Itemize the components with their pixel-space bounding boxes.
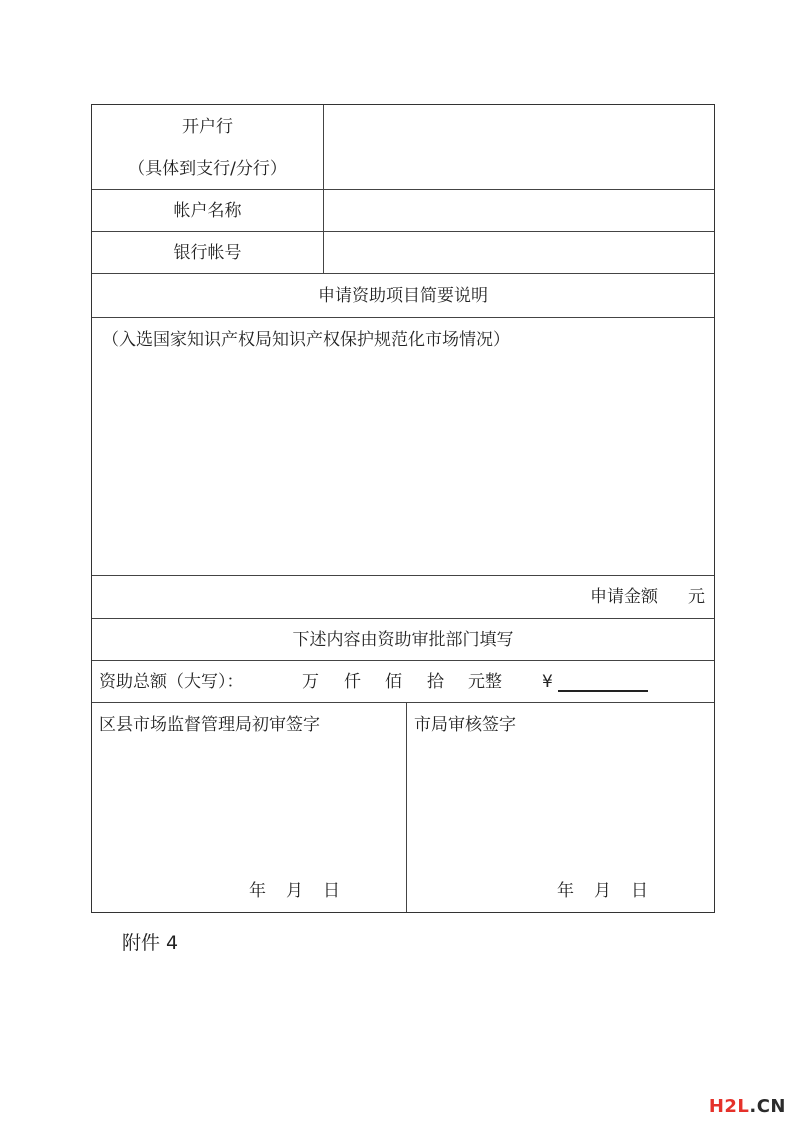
bank-label: 开户行	[182, 117, 233, 137]
approval-section-header: 下述内容由资助审批部门填写	[292, 630, 514, 650]
column-divider	[323, 105, 324, 273]
applied-amount-label: 申请金额	[590, 587, 658, 607]
application-form-table	[91, 104, 715, 913]
row-divider	[92, 317, 714, 318]
row-divider	[92, 575, 714, 576]
city-date-year: 年	[557, 881, 574, 901]
currency-symbol: ¥	[542, 672, 553, 692]
unit-yuan: 元整	[468, 672, 502, 692]
watermark-part1: H2L	[708, 1096, 750, 1117]
district-signature-label: 区县市场监督管理局初审签字	[99, 715, 320, 735]
row-divider	[92, 618, 714, 619]
watermark-part2: .CN	[749, 1096, 786, 1117]
city-date-month: 月	[594, 881, 611, 901]
city-signature-label: 市局审核签字	[414, 715, 516, 735]
column-divider	[406, 702, 407, 912]
district-date-month: 月	[286, 881, 303, 901]
district-date-year: 年	[249, 881, 266, 901]
unit-wan: 万	[302, 672, 319, 692]
attachment-label: 附件 4	[122, 932, 179, 954]
row-divider	[92, 231, 714, 232]
row-divider	[92, 273, 714, 274]
project-description-header: 申请资助项目简要说明	[318, 286, 488, 306]
site-watermark-logo	[709, 1096, 786, 1117]
unit-shi: 拾	[427, 672, 444, 692]
account-number-label: 银行帐号	[173, 243, 242, 263]
row-divider	[92, 702, 714, 703]
amount-blank-line	[558, 690, 648, 692]
account-name-label: 帐户名称	[173, 201, 242, 221]
bank-label-note: （具体到支行/分行）	[128, 159, 287, 179]
applied-amount-unit: 元	[688, 587, 705, 607]
city-date-day: 日	[631, 881, 648, 901]
total-amount-label: 资助总额（大写）：	[99, 672, 244, 692]
project-description-note: （入选国家知识产权局知识产权保护规范化市场情况）	[102, 330, 510, 350]
row-divider	[92, 189, 714, 190]
unit-bai: 佰	[385, 672, 402, 692]
district-date-day: 日	[323, 881, 340, 901]
unit-qian: 仟	[344, 672, 361, 692]
row-divider	[92, 660, 714, 661]
